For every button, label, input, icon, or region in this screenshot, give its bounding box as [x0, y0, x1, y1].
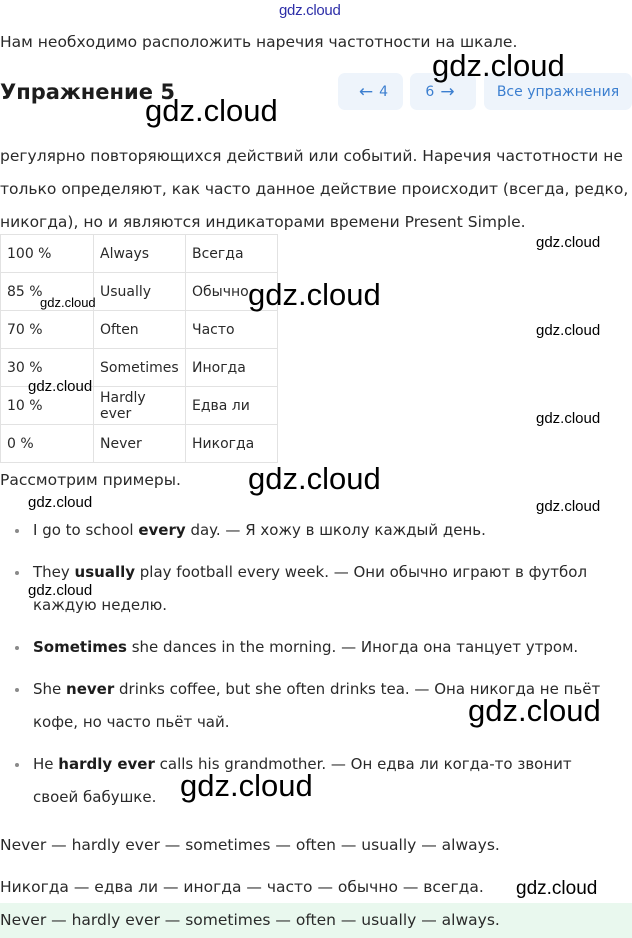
percent-cell: 70 %: [1, 311, 94, 349]
list-item: I go to school every day. — Я хожу в школу каждый день.: [15, 514, 615, 547]
watermark: gdz.cloud: [536, 410, 601, 427]
watermark: gdz.cloud: [40, 295, 96, 310]
list-item: He hardly ever calls his grandmother. — Он едва ли когда-то звонит своей бабушке.: [15, 748, 615, 814]
percent-cell: 85 %: [1, 273, 94, 311]
russian-adverb-cell: Никогда: [186, 425, 278, 463]
watermark: gdz.cloud: [516, 878, 598, 899]
russian-adverb-cell: Иногда: [186, 349, 278, 387]
adverb-highlight: Sometimes: [33, 638, 127, 656]
watermark: gdz.cloud: [28, 378, 93, 395]
watermark: gdz.cloud: [145, 93, 278, 128]
watermark: gdz.cloud: [432, 48, 565, 83]
scale-russian: Никогда — едва ли — иногда — часто — обычно — всегда.: [0, 878, 484, 896]
percent-cell: 30 %: [1, 349, 94, 387]
paragraph-line: никогда), но и являются индикаторами времени Present Simple.: [0, 213, 526, 231]
percent-cell: 100 %: [1, 235, 94, 273]
russian-adverb-cell: Всегда: [186, 235, 278, 273]
adverb-highlight: never: [66, 680, 115, 698]
percent-cell: 10 %: [1, 387, 94, 425]
watermark: gdz.cloud: [536, 234, 601, 251]
russian-adverb-cell: Едва ли: [186, 387, 278, 425]
russian-adverb-cell: Часто: [186, 311, 278, 349]
explanation-paragraph: [0, 140, 632, 239]
paragraph-line: только определяют, как часто данное действие происходит (всегда, редко,: [0, 180, 629, 198]
adverb-highlight: usually: [74, 563, 136, 581]
arrow-right-icon: →: [440, 81, 455, 102]
english-adverb-cell: Often: [94, 311, 186, 349]
answer-box: Never — hardly ever — sometimes — often — usually — always.: [0, 903, 632, 938]
examples-title: Рассмотрим примеры.: [0, 471, 181, 489]
english-adverb-cell: Always: [94, 235, 186, 273]
english-adverb-cell: Never: [94, 425, 186, 463]
list-item: She never drinks coffee, but she often drinks tea. — Она никогда не пьёт кофе, но часто пьёт чай.: [15, 673, 615, 739]
table-row: [1, 235, 278, 273]
watermark: gdz.cloud: [248, 277, 381, 312]
watermark: gdz.cloud: [28, 494, 93, 511]
watermark: gdz.cloud: [536, 498, 601, 515]
table-row: [1, 425, 278, 463]
next-exercise-label: 6: [425, 83, 435, 100]
percent-cell: 0 %: [1, 425, 94, 463]
frequency-table: [0, 234, 278, 463]
watermark: gdz.cloud: [248, 461, 381, 496]
adverb-highlight: hardly ever: [58, 755, 155, 773]
english-adverb-cell: Usually: [94, 273, 186, 311]
exercise-title: Упражнение 5: [0, 80, 175, 104]
adverb-highlight: every: [138, 521, 186, 539]
intro-text: Нам необходимо расположить наречия частотности на шкале.: [0, 33, 518, 51]
arrow-left-icon: ←: [358, 81, 374, 102]
all-exercises-button[interactable]: Все упражнения: [484, 73, 632, 110]
watermark: gdz.cloud: [468, 693, 601, 728]
list-item: Sometimes she dances in the morning. — Иногда она танцует утром.: [15, 631, 615, 664]
watermark-top: gdz.cloud: [279, 2, 341, 19]
scale-english: Never — hardly ever — sometimes — often — usually — always.: [0, 836, 500, 854]
watermark: gdz.cloud: [180, 768, 313, 803]
watermark: gdz.cloud: [28, 582, 93, 599]
list-item: They usually play football every week. — Они обычно играют в футбол каждую неделю.: [15, 556, 615, 622]
prev-exercise-label: 4: [379, 83, 389, 100]
russian-adverb-cell: Обычно: [186, 273, 278, 311]
prev-exercise-button[interactable]: [338, 73, 403, 110]
watermark: gdz.cloud: [536, 322, 601, 339]
paragraph-line: регулярно повторяющихся действий или событий. Наречия частотности не: [0, 147, 623, 165]
table-row: [1, 311, 278, 349]
english-adverb-cell: Hardly ever: [94, 387, 186, 425]
english-adverb-cell: Sometimes: [94, 349, 186, 387]
